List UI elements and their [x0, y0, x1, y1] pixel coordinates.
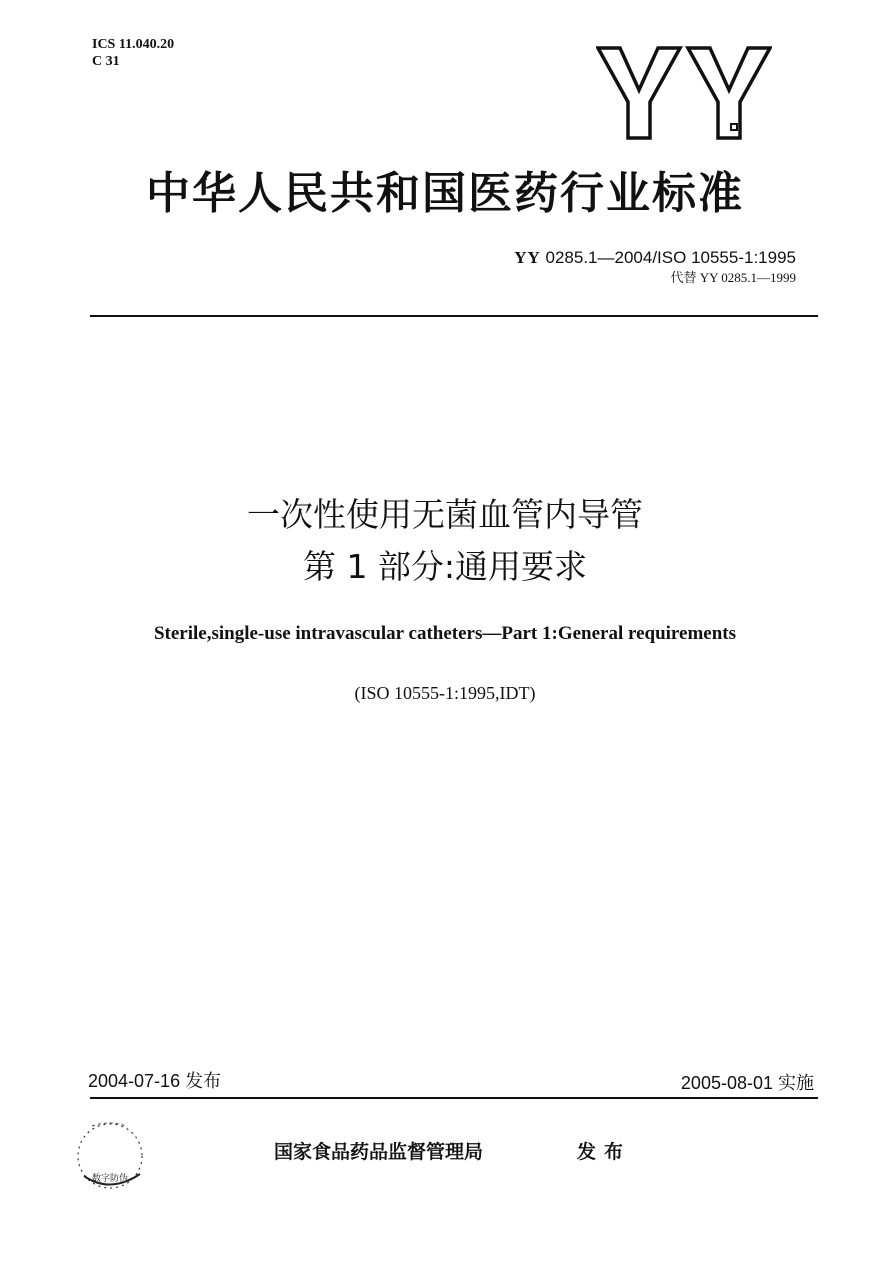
bottom-divider: [90, 1097, 818, 1099]
ics-code: ICS 11.040.20: [92, 37, 175, 52]
replaces-note: 代替 YY 0285.1—1999: [670, 270, 796, 285]
top-divider: [90, 315, 818, 317]
standard-number-rest: 0285.1—2004/ISO 10555-1:1995: [540, 248, 796, 267]
effective-date: 2005-08-01 实施: [680, 1073, 814, 1093]
iso-equivalence-note: (ISO 10555-1:1995,IDT): [354, 683, 536, 703]
document-title-cn-line1: 一次性使用无菌血管内导管: [247, 495, 643, 534]
document-title-cn-line2: 第 1 部分:通用要求: [302, 547, 588, 586]
category-code: C 31: [92, 54, 120, 69]
issue-date: 2004-07-16 发布: [88, 1071, 222, 1091]
publish-label: 发布: [577, 1141, 632, 1163]
header-title: 中华人民共和国医药行业标准: [146, 168, 744, 219]
anti-counterfeit-stamp: [70, 1118, 152, 1200]
stamp-text: 数字防伪: [91, 1174, 129, 1184]
classification-codes: [92, 36, 174, 70]
publisher-name: 国家食品药品监督管理局: [274, 1141, 484, 1163]
document-title-en: Sterile,single-use intravascular catheters—Part 1:General requirements: [153, 623, 736, 644]
standard-code-prefix: YY: [514, 248, 541, 267]
standard-number: [514, 248, 796, 268]
yy-logo: [596, 44, 772, 144]
